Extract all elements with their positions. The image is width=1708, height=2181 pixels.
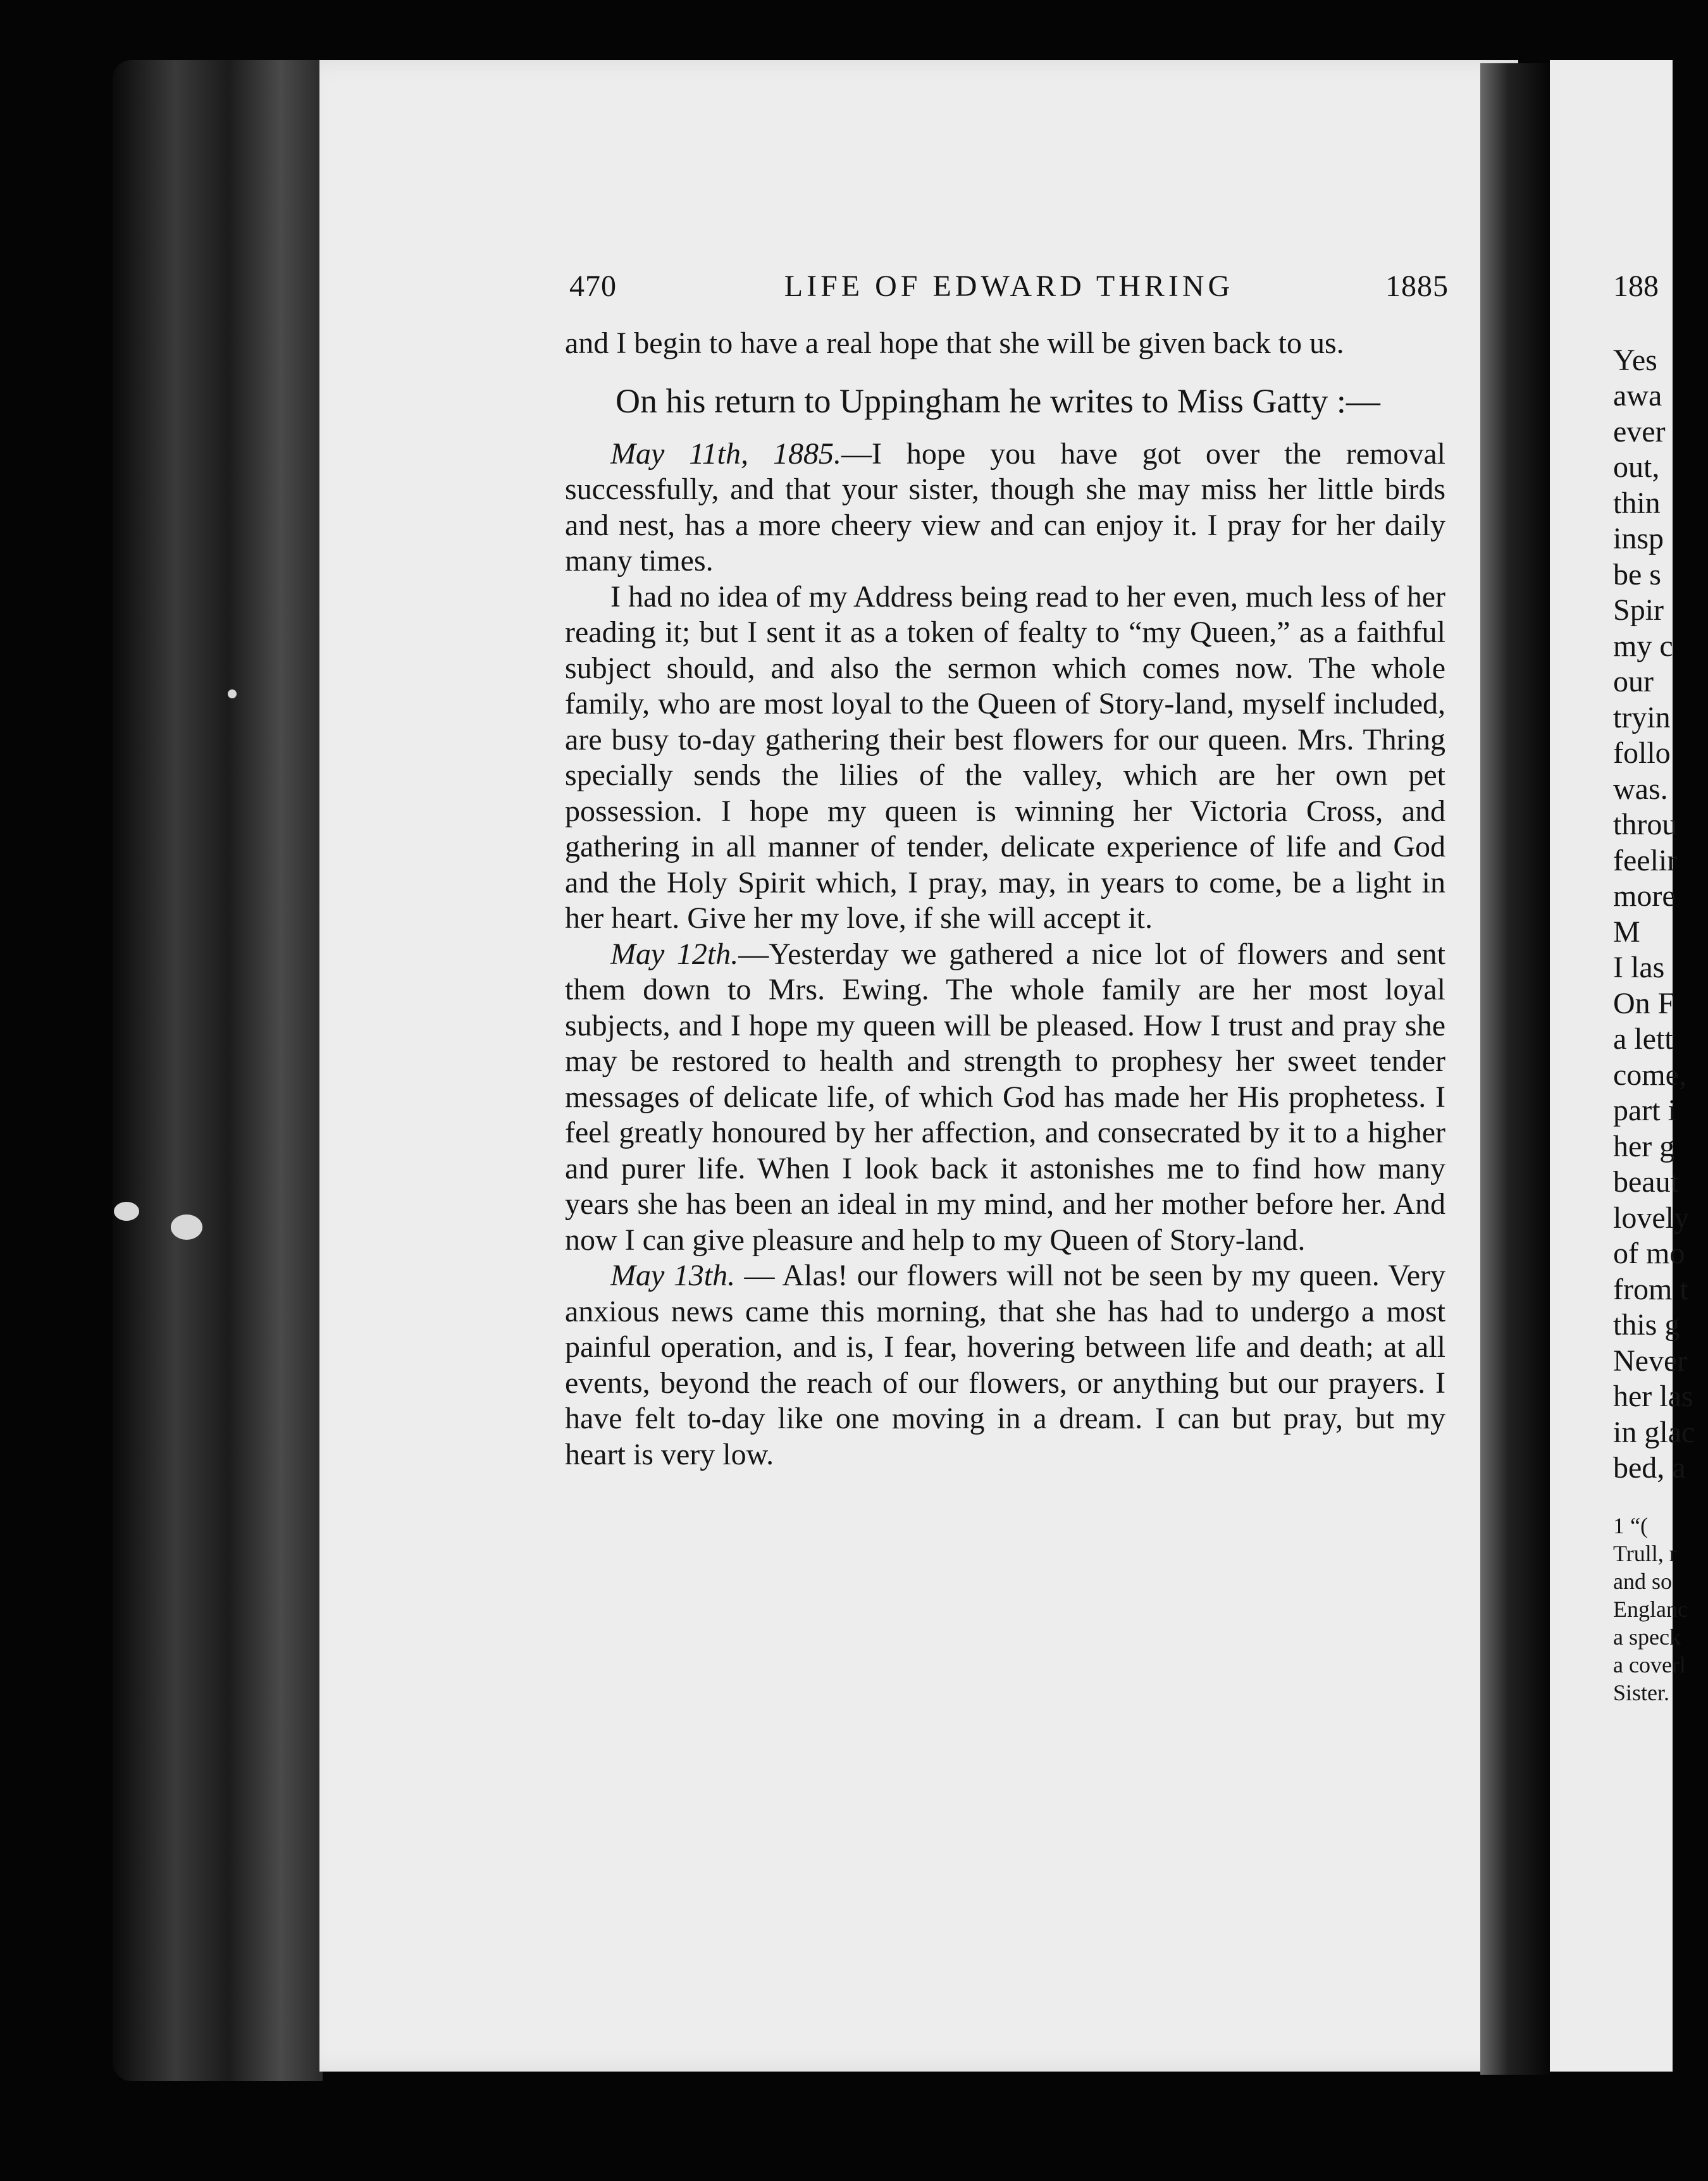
paragraph: I had no idea of my Address being read to her even, much less of her reading it; but I sent it as a token of fealty to “my Queen,” as a faithful subject should, and also the sermon which comes now. The whole family, who are most loyal to the Queen of Story-land, myself included, are busy to-day gathering their best flowers for our queen. Mrs. Thring specially sends the lilies of the valley, which are her own pet possession. I hope my queen is winning her Victoria Cross, and gathering in all manner of tender, delicate experience of life and God and the Holy Spirit which, I pray, may, in years to come, be a light in her heart. Give her my love, if she will accept it. bbox=[565, 579, 1445, 935]
next-page-line: Spir bbox=[1613, 593, 1664, 627]
next-page-line: her las bbox=[1613, 1380, 1693, 1413]
next-page-line: insp bbox=[1613, 522, 1664, 555]
next-page-line: M bbox=[1613, 915, 1640, 949]
next-page-header: 188 bbox=[1613, 269, 1659, 303]
next-page-footnote-line: 1 “( bbox=[1613, 1512, 1648, 1538]
next-page-line: out, bbox=[1613, 450, 1660, 484]
next-page-line: thin bbox=[1613, 486, 1661, 520]
header-year: 1885 bbox=[1385, 269, 1449, 303]
next-page-footnote-line: a speck bbox=[1613, 1624, 1681, 1650]
next-page-line: from t bbox=[1613, 1272, 1688, 1306]
next-page-text bbox=[1613, 269, 1708, 1707]
next-page-line: more bbox=[1613, 879, 1676, 913]
running-title: LIFE OF EDWARD THRING bbox=[784, 269, 1234, 303]
entry-text: —Yesterday we gathered a nice lot of flowers and sent them down to Mrs. Ewing. The whole family are her most loyal subjects, and I hope my queen will be pleased. How I trust and pray she may be restored to health and strength to prophesy her sweet tender messages of delicate life, of which God has made her His prophetess. I feel greatly honoured by her affection, and consecrated by it to a higher and purer life. When I look back it astonishes me to find how many years she has been an ideal in my mind, and her mother before her. And now I can give pleasure and help to my Queen of Story-land. bbox=[565, 937, 1445, 1257]
next-page-line: come, bbox=[1613, 1058, 1686, 1092]
next-page-line: throu bbox=[1613, 808, 1678, 841]
letter-entry bbox=[565, 937, 1445, 1259]
next-page-line: bed, a bbox=[1613, 1451, 1686, 1485]
next-page-line: ever bbox=[1613, 414, 1666, 448]
next-page-footnote-line: Englanc bbox=[1613, 1596, 1688, 1622]
entry-date: May 11th, 1885. bbox=[610, 436, 841, 471]
next-page-line: this g bbox=[1613, 1308, 1680, 1342]
next-page-footnote-line: and so bbox=[1613, 1568, 1672, 1594]
next-page-line: Never bbox=[1613, 1344, 1688, 1378]
next-page-line: a lett bbox=[1613, 1022, 1673, 1056]
page-body bbox=[565, 326, 1445, 1473]
letter-entry bbox=[565, 1258, 1445, 1473]
book-edge bbox=[113, 60, 323, 2081]
next-page-line: part i bbox=[1613, 1094, 1676, 1127]
paragraph: and I begin to have a real hope that she will be given back to us. bbox=[565, 326, 1344, 360]
dust-speck bbox=[228, 689, 237, 698]
entry-text: —I hope you have got over the removal successfully, and that your sister, though she may miss her little birds and nest, has a more cheery view and can enjoy it. I pray for her daily many times. bbox=[565, 436, 1445, 578]
entry-date: May 13th. bbox=[610, 1259, 736, 1292]
next-page-footnote-line: a coverl bbox=[1613, 1652, 1686, 1677]
book-gutter bbox=[1480, 63, 1550, 2075]
next-page-footnote-line: Sister. bbox=[1613, 1679, 1670, 1705]
next-page-line: tryin bbox=[1613, 700, 1671, 734]
next-page-footnote-line: Trull, r bbox=[1613, 1540, 1677, 1566]
dust-speck bbox=[171, 1214, 202, 1240]
next-page-line: I las bbox=[1613, 951, 1665, 984]
next-page-line: our bbox=[1613, 665, 1654, 698]
entry-text: — Alas! our flowers will not be seen by my queen. Very anxious news came this morning, that she has had to undergo a most painful operation, and is, I fear, hovering between life and death; at all events, beyond the reach of our flowers, or anything but our prayers. I have felt to-day like one moving in a dream. I can but pray, but my heart is very low. bbox=[565, 1259, 1445, 1471]
letter-entry bbox=[565, 436, 1445, 579]
next-page-line: her g bbox=[1613, 1129, 1675, 1163]
running-header bbox=[569, 269, 1449, 313]
page-number: 470 bbox=[569, 269, 617, 303]
next-page-line: be s bbox=[1613, 557, 1661, 591]
entry-date: May 12th. bbox=[610, 937, 739, 971]
next-page-line: lovely bbox=[1613, 1201, 1689, 1235]
dust-speck bbox=[114, 1202, 139, 1221]
next-page-footnotes bbox=[1613, 1512, 1708, 1707]
next-page-line: Yes bbox=[1613, 343, 1657, 377]
intro-line: On his return to Uppingham he writes to Miss Gatty :— bbox=[616, 381, 1380, 420]
next-page-lines bbox=[1613, 343, 1708, 1486]
next-page-line: beaut bbox=[1613, 1165, 1679, 1199]
next-page-line: feelir bbox=[1613, 843, 1678, 877]
next-page-line: awa bbox=[1613, 379, 1662, 412]
next-page-line: On F bbox=[1613, 986, 1675, 1020]
next-page-line: of mo bbox=[1613, 1237, 1685, 1270]
next-page-line: follo bbox=[1613, 736, 1671, 770]
next-page-line: was. bbox=[1613, 772, 1668, 806]
next-page-line: my c bbox=[1613, 629, 1673, 663]
next-page-line: in glac bbox=[1613, 1415, 1695, 1449]
